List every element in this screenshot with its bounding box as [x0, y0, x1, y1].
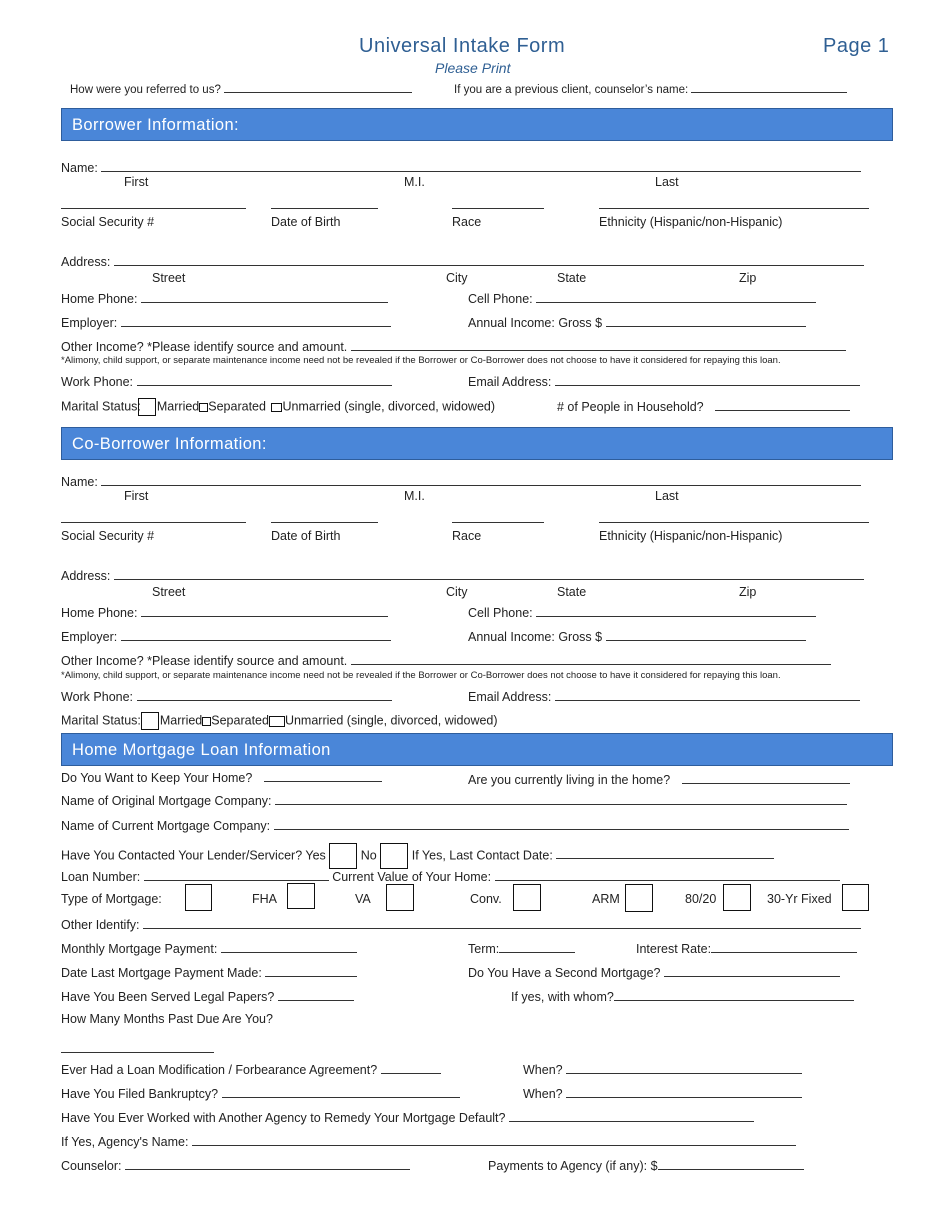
months-past-due-label: How Many Months Past Due Are You? [61, 1012, 273, 1026]
coborrower-ssn-input[interactable] [61, 510, 246, 523]
borrower-employer-row [61, 314, 391, 330]
months-past-due-input[interactable] [61, 1040, 214, 1053]
keep-home-row [61, 769, 382, 785]
keep-home-input[interactable] [264, 769, 382, 782]
form-title: Universal Intake Form [359, 35, 566, 57]
borrower-street-label: Street [152, 271, 186, 285]
loan-mod-row [61, 1061, 441, 1077]
borrower-state-label: State [557, 271, 587, 285]
current-company-label: Name of Current Mortgage Company: [61, 819, 271, 833]
original-company-label: Name of Original Mortgage Company: [61, 794, 272, 808]
borrower-mi-label: M.I. [404, 175, 425, 189]
loan-number-input[interactable] [144, 868, 329, 881]
interest-rate-label: Interest Rate: [636, 942, 712, 956]
referred-row [70, 80, 412, 96]
second-mortgage-input[interactable] [664, 964, 840, 977]
coborrower-income-label: Annual Income: Gross $ [468, 630, 603, 644]
coborrower-other-income-row [61, 652, 831, 668]
borrower-name-row [61, 159, 861, 175]
borrower-ssn-input[interactable] [61, 196, 246, 209]
contacted-no-label: No [360, 848, 377, 863]
borrower-email-input[interactable] [555, 373, 860, 386]
last-contact-input[interactable] [556, 846, 774, 859]
coborrower-state-label: State [557, 585, 587, 599]
contacted-yes-checkbox[interactable] [329, 843, 357, 869]
coborrower-address-row [61, 567, 864, 583]
borrower-other-income-row [61, 338, 846, 354]
referred-label: How were you referred to us? [70, 84, 221, 96]
borrower-email-row [468, 373, 860, 389]
loan-mod-input[interactable] [381, 1061, 441, 1074]
borrower-income-input[interactable] [606, 314, 806, 327]
monthly-payment-input[interactable] [221, 940, 357, 953]
coborrower-married-label: Married [159, 713, 203, 728]
monthly-payment-row [61, 940, 357, 956]
mortgage-type-checkbox[interactable] [185, 884, 212, 911]
coborrower-dob-input[interactable] [271, 510, 378, 523]
borrower-alimony-note: *Alimony, child support, or separate maintenance income need not be revealed if the Borrower or Co-Borrower does not choose to have it considered for repaying this loan. [61, 355, 781, 366]
coborrower-ethnicity-input[interactable] [599, 510, 869, 523]
eighty-twenty-checkbox[interactable] [723, 884, 751, 911]
borrower-dob-input[interactable] [271, 196, 378, 209]
coborrower-unmarried-checkbox[interactable] [269, 716, 285, 727]
loan-number-label: Loan Number: [61, 870, 141, 884]
borrower-name-label: Name: [61, 161, 98, 175]
coborrower-ssn-label: Social Security # [61, 529, 155, 543]
keep-home-label: Do You Want to Keep Your Home? [61, 771, 253, 785]
fha-checkbox[interactable] [287, 883, 315, 909]
arm-label: ARM [592, 892, 620, 906]
borrower-race-input[interactable] [452, 196, 544, 209]
contacted-no-checkbox[interactable] [380, 843, 408, 869]
borrower-last-label: Last [655, 175, 679, 189]
coborrower-other-income-label: Other Income? *Please identify source and amount. [61, 654, 348, 668]
coborrower-name-label: Name: [61, 475, 98, 489]
borrower-separated-label: Separated [208, 399, 266, 414]
bankruptcy-when-row [523, 1085, 802, 1101]
va-label: VA [355, 892, 371, 906]
coborrower-employer-row [61, 628, 391, 644]
borrower-dob-label: Date of Birth [271, 215, 341, 229]
coborrower-address-input[interactable] [114, 567, 864, 580]
other-identify-row [61, 916, 861, 932]
coborrower-name-input[interactable] [101, 473, 861, 486]
borrower-first-label: First [124, 175, 149, 189]
borrower-work-phone-input[interactable] [137, 373, 392, 386]
borrower-work-phone-label: Work Phone: [61, 375, 134, 389]
coborrower-home-phone-input[interactable] [141, 604, 388, 617]
borrower-married-checkbox[interactable] [138, 398, 156, 416]
borrower-section-header: Borrower Information: [61, 108, 893, 141]
coborrower-work-phone-label: Work Phone: [61, 690, 134, 704]
coborrower-home-phone-label: Home Phone: [61, 606, 138, 620]
coborrower-cell-phone-row [468, 604, 816, 620]
current-value-label: Current Value of Your Home: [332, 870, 492, 884]
coborrower-street-label: Street [152, 585, 186, 599]
another-agency-label: Have You Ever Worked with Another Agency to Remedy Your Mortgage Default? [61, 1111, 506, 1125]
coborrower-address-label: Address: [61, 569, 111, 583]
borrower-marital-label: Marital Status: [61, 399, 141, 414]
coborrower-mi-label: M.I. [404, 489, 425, 503]
borrower-employer-label: Employer: [61, 316, 118, 330]
borrower-zip-label: Zip [739, 271, 757, 285]
loan-mod-label: Ever Had a Loan Modification / Forbearance Agreement? [61, 1063, 378, 1077]
coborrower-email-row [468, 688, 860, 704]
coborrower-zip-label: Zip [739, 585, 757, 599]
mortgage-section-header: Home Mortgage Loan Information [61, 733, 893, 766]
coborrower-marital-row [61, 712, 498, 730]
bankruptcy-label: Have You Filed Bankruptcy? [61, 1087, 219, 1101]
previous-client-label: If you are a previous client, counselor’s name: [454, 84, 689, 96]
another-agency-row [61, 1109, 754, 1125]
term-input[interactable] [499, 940, 575, 953]
coborrower-other-income-input[interactable] [351, 652, 831, 665]
previous-client-row [454, 80, 847, 96]
current-value-input[interactable] [495, 868, 840, 881]
borrower-home-phone-row [61, 290, 388, 306]
term-label: Term: [468, 942, 500, 956]
coborrower-separated-checkbox[interactable] [202, 717, 211, 726]
coborrower-city-label: City [446, 585, 468, 599]
borrower-income-row [468, 314, 806, 330]
eighty-twenty-label: 80/20 [685, 892, 717, 906]
borrower-separated-checkbox[interactable] [199, 403, 208, 412]
contacted-lender-label: Have You Contacted Your Lender/Servicer? [61, 848, 303, 863]
original-company-row [61, 792, 847, 808]
borrower-work-phone-row [61, 373, 392, 389]
borrower-other-income-input[interactable] [351, 338, 846, 351]
coborrower-race-label: Race [452, 529, 482, 543]
borrower-income-label: Annual Income: Gross $ [468, 316, 603, 330]
coborrower-employer-input[interactable] [121, 628, 391, 641]
borrower-unmarried-label: Unmarried (single, divorced, widowed) [282, 399, 496, 414]
borrower-ssn-label: Social Security # [61, 215, 155, 229]
mortgage-type-label: Type of Mortgage: [61, 892, 162, 906]
borrower-city-label: City [446, 271, 468, 285]
other-identify-label: Other Identify: [61, 918, 140, 932]
borrower-other-income-label: Other Income? *Please identify source and amount. [61, 340, 348, 354]
borrower-ethnicity-input[interactable] [599, 196, 869, 209]
payments-to-agency-input[interactable] [658, 1157, 804, 1170]
coborrower-race-input[interactable] [452, 510, 544, 523]
agency-name-input[interactable] [192, 1133, 796, 1146]
borrower-marital-row [61, 398, 495, 416]
conv-label: Conv. [470, 892, 502, 906]
second-mortgage-label: Do You Have a Second Mortgage? [468, 966, 661, 980]
legal-papers-input[interactable] [278, 988, 354, 1001]
loan-mod-when-label: When? [523, 1063, 563, 1077]
contacted-yes-label: Yes [305, 848, 326, 863]
bankruptcy-input[interactable] [222, 1085, 460, 1098]
borrower-name-input[interactable] [101, 159, 861, 172]
counselor-label: Counselor: [61, 1159, 122, 1173]
borrower-cell-phone-input[interactable] [536, 290, 816, 303]
thirty-yr-label: 30-Yr Fixed [767, 892, 832, 906]
borrower-ethnicity-label: Ethnicity (Hispanic/non-Hispanic) [599, 215, 783, 229]
coborrower-home-phone-row [61, 604, 388, 620]
legal-papers-row [61, 988, 354, 1004]
coborrower-email-input[interactable] [555, 688, 860, 701]
with-whom-input[interactable] [614, 988, 854, 1001]
borrower-unmarried-checkbox[interactable] [271, 403, 282, 412]
coborrower-section-header: Co-Borrower Information: [61, 427, 893, 460]
another-agency-input[interactable] [509, 1109, 754, 1122]
borrower-race-label: Race [452, 215, 482, 229]
living-in-home-input[interactable] [682, 771, 850, 784]
living-in-home-row [468, 771, 850, 787]
bankruptcy-row [61, 1085, 460, 1101]
coborrower-email-label: Email Address: [468, 690, 552, 704]
payments-to-agency-label: Payments to Agency (if any): $ [488, 1159, 658, 1173]
other-identify-input[interactable] [143, 916, 861, 929]
legal-papers-label: Have You Been Served Legal Papers? [61, 990, 275, 1004]
borrower-household-label: # of People in Household? [557, 400, 704, 414]
borrower-address-row [61, 253, 864, 269]
previous-client-input[interactable] [691, 80, 847, 93]
term-row [468, 940, 575, 956]
coborrower-dob-label: Date of Birth [271, 529, 341, 543]
coborrower-work-phone-row [61, 688, 392, 704]
last-payment-label: Date Last Mortgage Payment Made: [61, 966, 262, 980]
borrower-cell-phone-label: Cell Phone: [468, 292, 533, 306]
coborrower-income-row [468, 628, 806, 644]
living-in-home-label: Are you currently living in the home? [468, 773, 671, 787]
counselor-input[interactable] [125, 1157, 410, 1170]
borrower-married-label: Married [156, 399, 200, 414]
coborrower-name-row [61, 473, 861, 489]
interest-rate-row [636, 940, 857, 956]
last-contact-label: If Yes, Last Contact Date: [411, 848, 553, 863]
borrower-address-label: Address: [61, 255, 111, 269]
borrower-home-phone-label: Home Phone: [61, 292, 138, 306]
borrower-employer-input[interactable] [121, 314, 391, 327]
bankruptcy-when-input[interactable] [566, 1085, 802, 1098]
coborrower-marital-label: Marital Status: [61, 713, 141, 728]
referred-input[interactable] [224, 80, 412, 93]
current-company-row [61, 817, 849, 833]
coborrower-alimony-note: *Alimony, child support, or separate maintenance income need not be revealed if the Borrower or Co-Borrower does not choose to have it considered for repaying this loan. [61, 670, 781, 681]
payments-to-agency-row [488, 1157, 804, 1173]
loan-mod-when-row [523, 1061, 802, 1077]
va-checkbox[interactable] [386, 884, 414, 911]
second-mortgage-row [468, 964, 840, 980]
coborrower-separated-label: Separated [211, 713, 269, 728]
coborrower-work-phone-input[interactable] [137, 688, 392, 701]
borrower-household-row [557, 398, 850, 414]
loan-number-row [61, 868, 840, 884]
original-company-input[interactable] [275, 792, 847, 805]
page-number: Page 1 [823, 35, 890, 57]
fha-label: FHA [252, 892, 277, 906]
form-subtitle: Please Print [435, 60, 511, 76]
coborrower-married-checkbox[interactable] [141, 712, 159, 730]
coborrower-first-label: First [124, 489, 149, 503]
coborrower-employer-label: Employer: [61, 630, 118, 644]
with-whom-label: If yes, with whom? [511, 990, 614, 1004]
coborrower-last-label: Last [655, 489, 679, 503]
loan-mod-when-input[interactable] [566, 1061, 802, 1074]
borrower-email-label: Email Address: [468, 375, 552, 389]
coborrower-cell-phone-input[interactable] [536, 604, 816, 617]
borrower-household-input[interactable] [715, 398, 850, 411]
borrower-address-input[interactable] [114, 253, 864, 266]
coborrower-income-input[interactable] [606, 628, 806, 641]
last-payment-input[interactable] [265, 964, 357, 977]
current-company-input[interactable] [274, 817, 849, 830]
monthly-payment-label: Monthly Mortgage Payment: [61, 942, 218, 956]
with-whom-row [511, 988, 854, 1004]
contacted-lender-row [61, 843, 774, 869]
thirty-yr-checkbox[interactable] [842, 884, 869, 911]
bankruptcy-when-label: When? [523, 1087, 563, 1101]
mortgage-type-row [61, 886, 162, 912]
coborrower-unmarried-label: Unmarried (single, divorced, widowed) [284, 713, 498, 728]
last-payment-row [61, 964, 357, 980]
borrower-home-phone-input[interactable] [141, 290, 388, 303]
agency-name-label: If Yes, Agency's Name: [61, 1135, 189, 1149]
agency-name-row [61, 1133, 796, 1149]
borrower-cell-phone-row [468, 290, 816, 306]
arm-checkbox[interactable] [625, 884, 653, 912]
coborrower-cell-phone-label: Cell Phone: [468, 606, 533, 620]
coborrower-ethnicity-label: Ethnicity (Hispanic/non-Hispanic) [599, 529, 783, 543]
conv-checkbox[interactable] [513, 884, 541, 911]
counselor-row [61, 1157, 410, 1173]
interest-rate-input[interactable] [711, 940, 857, 953]
